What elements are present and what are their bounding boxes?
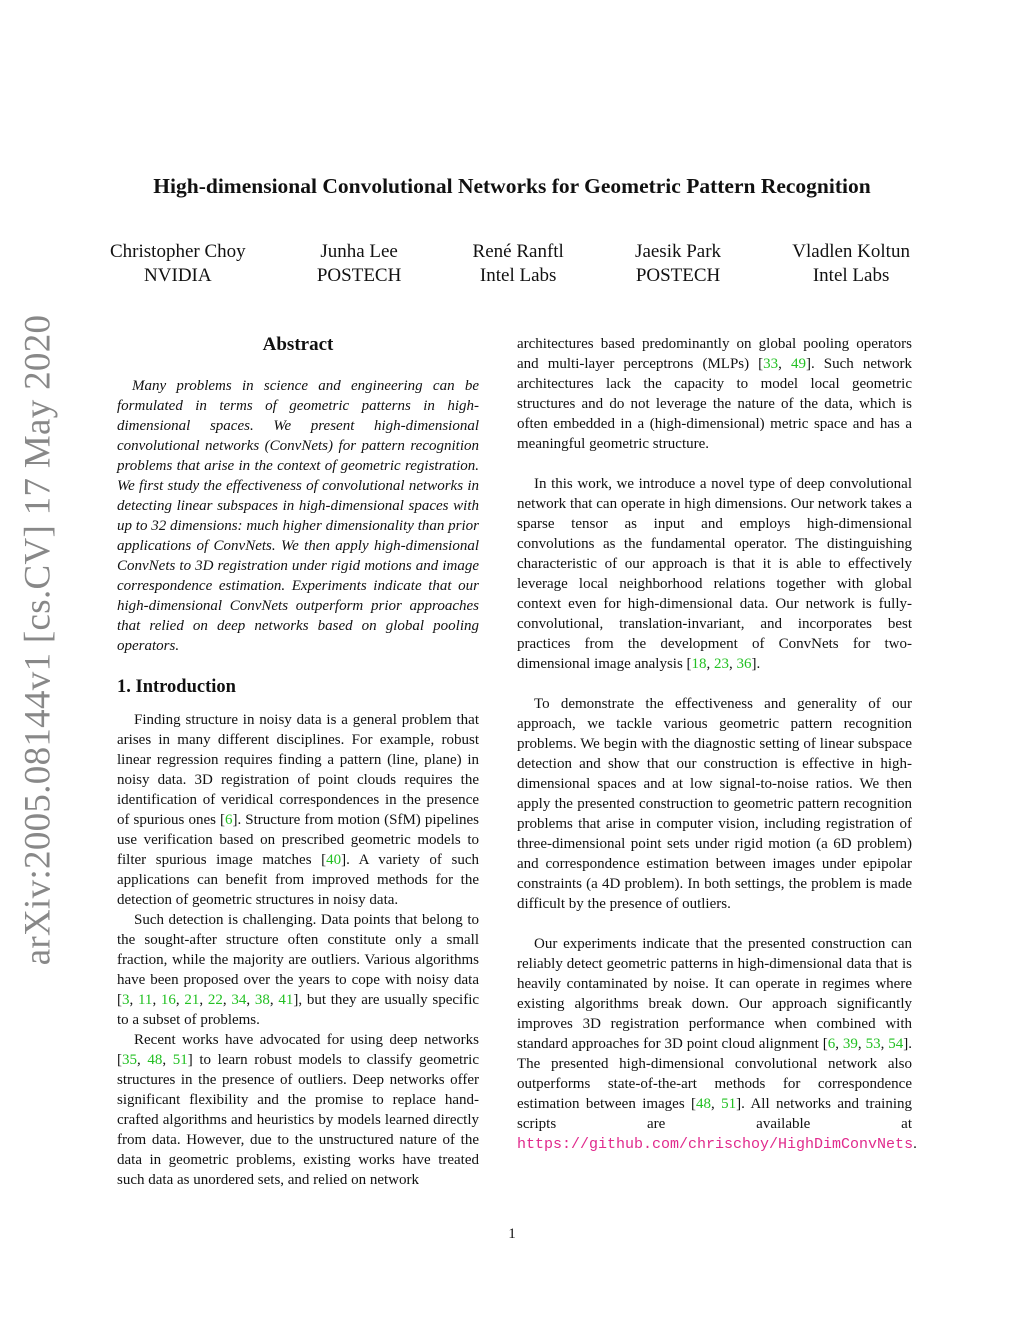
paper-title: High-dimensional Convolutional Networks for Geometric Pattern Recognition [153,174,871,198]
paragraph-text: architectures based predominantly on global pooling operators and multi-layer perceptrons (MLPs) [ [517,336,912,372]
author-block [473,240,564,288]
paragraph-text: ]. Such network architectures lack the capacity to model local geometric structures and do not leverage the nature of the data, which is often embedded in a (high-dimensional) metric space and has a meaningful geometric structure. [517,356,912,452]
citation-link[interactable]: 36 [736,656,752,672]
author-affiliation: Intel Labs [812,265,890,286]
paragraph-text: ]. The presented high-dimensional convolutional network also outperforms state-of-the-art methods for correspondence estimation between images [ [517,1036,913,1112]
citation-link[interactable]: 51 [721,1096,737,1112]
paragraph-text: ]. [751,656,761,672]
citation-link[interactable]: 48 [147,1052,163,1068]
github-url-link[interactable]: https://github.com/chrischoy/HighDimConvNets [517,1136,914,1153]
paragraph-text: ] to learn robust models to classify geometric structures in the presence of outliers. Deep networks offer significant flexibility and the promise to replace hand-crafted algorithms and heuristics by models learned directly from data. However, due to the unstructured nature of the data in geometric problems, existing works have treated such data as unordered sets, and relied on network [117,1052,480,1188]
author-block [317,240,401,288]
citation-link[interactable]: 22 [207,992,223,1008]
citation-link[interactable]: 35 [122,1052,137,1068]
citation-link[interactable]: 34 [231,992,247,1008]
author-name: Jaesik Park [635,241,722,262]
citation-link[interactable]: 54 [888,1036,904,1052]
intro-paragraph-1 [117,710,479,910]
author-list [110,240,910,288]
introduction-heading: 1. Introduction [117,677,236,697]
arxiv-sidebar-stamp [6,314,70,966]
citation-link[interactable]: 53 [865,1036,881,1052]
citation-link[interactable]: 16 [160,992,176,1008]
left-column [117,334,479,1190]
author-block [635,240,721,288]
author-block [792,240,910,288]
paragraph-text: ]. Structure from motion (SfM) pipelines use verification based on prescribed geometric models to filter spurious image matches [ [117,812,479,868]
citation-link[interactable]: 11 [137,992,153,1008]
author-block [110,240,246,288]
paragraph-text: ]. All networks and training scripts are available at [517,1096,913,1132]
author-affiliation: Intel Labs [479,265,557,286]
paragraph-text: . [913,1136,917,1152]
paragraph-text: Recent works have advocated for using deep networks [ [117,1032,479,1068]
citation-link[interactable]: 33 [763,356,779,372]
author-name: Junha Lee [320,241,398,262]
right-column [517,334,917,1155]
right-paragraph-3: To demonstrate the effectiveness and generality of our approach, we tackle various geometric pattern recognition problems. We begin with the diagnostic setting of linear subspace detection and show that our construction is effective in high-dimensional spaces and at low signal-to-noise ratios. We then apply the presented construction to geometric pattern recognition problems that arise in computer vision, including registration of three-dimensional point sets under rigid motion (a 6D problem) and correspondence estimation between images under epipolar constraints (a 4D problem). In both settings, the problem is made difficult by the presence of outliers. [517,696,912,912]
right-paragraph-1: architectures based predominantly on global pooling operators and multi-layer perceptrons (MLPs) [33, 49]. Such network architectures lack the capacity to model local geometric structures and do not leverage the nature of the data, which is often embedded in a (high-dimensional) metric space and has a meaningful geometric structure. [517,336,912,452]
citation-link[interactable]: 3 [122,992,130,1008]
abstract-text: Many problems in science and engineering can be formulated in terms of geometric patterns in high-dimensional spaces. We present high-dimensional convolutional networks (ConvNets) for pattern recognition problems that arise in the context of geometric registration. We first study the effectiveness of convolutional networks in detecting linear subspaces in high-dimensional spaces with up to 32 dimensions: much higher dimensionality than prior applications of ConvNets. We then apply high-dimensional ConvNets to 3D registration under rigid motions and image correspondence estimation. Experiments indicate that our high-dimensional ConvNets outperform prior approaches that relied on deep networks based on global pooling operators. [117,378,479,654]
author-affiliation: NVIDIA [144,265,212,286]
author-name: René Ranftl [472,241,564,262]
author-name: Vladlen Koltun [792,241,910,262]
intro-paragraph-3: Recent works have advocated for using deep networks [35, 48, 51] to learn robust models to classify geometric structures in the presence of outliers. Deep networks offer significant flexibility and the promise to replace hand-crafted algorithms and heuristics by models learned directly from data. However, due to the unstructured nature of the data in geometric problems, existing works have treated such data as unordered sets, and relied on network [117,1032,480,1188]
citation-link[interactable]: 48 [696,1096,712,1112]
citation-link[interactable]: 40 [326,852,342,868]
paragraph-text: ]. A variety of such applications can benefit from improved methods for the detection of geometric structures in noisy data. [117,852,479,908]
citation-link[interactable]: 49 [790,356,806,372]
paragraph-text: In this work, we introduce a novel type of deep convolutional network that can operate in high dimensions. Our network takes a sparse tensor as input and employs high-dimensional convolutions as the fundamental operator. The distinguishing characteristic of our approach is that it is able to effectively leverage local neighborhood relations together with global context even for high-dimensional data. Our network is fully-convolutional, translation-invariant, and incorporates best practices from the development of ConvNets for two-dimensional image analysis [ [517,476,912,672]
citation-link[interactable]: 23 [714,656,730,672]
citation-link[interactable]: 41 [278,992,294,1008]
author-name: Christopher Choy [110,241,246,262]
citation-link[interactable]: 18 [691,656,707,672]
citation-link[interactable]: 38 [254,992,270,1008]
page-number: 1 [508,1226,516,1242]
citation-link[interactable]: 21 [184,992,200,1008]
intro-paragraph-2: Such detection is challenging. Data points that belong to the sought-after structure often constitute only a small fraction, while the majority are outliers. Various algorithms have been proposed over the years to cope with noisy data [3, 11, 16, 21, 22, 34, 38, 41], but they are usually specific to a subset of problems. [117,912,480,1028]
abstract-heading: Abstract [262,334,334,355]
paragraph-text: ], but they are usually specific to a subset of problems. [117,992,480,1028]
right-paragraph-2: In this work, we introduce a novel type of deep convolutional network that can operate in high dimensions. Our network takes a sparse tensor as input and employs high-dimensional convolutions as the fundamental operator. The distinguishing characteristic of our approach is that it is able to effectively leverage local neighborhood relations together with global context even for high-dimensional data. Our network is fully-convolutional, translation-invariant, and incorporates best practices from the development of ConvNets for two-dimensional image analysis [18, 23, 36]. [517,476,912,672]
paragraph-text: Such detection is challenging. Data points that belong to the sought-after structure often constitute only a small fraction, while the majority are outliers. Various algorithms have been proposed over the years to cope with noisy data [ [117,912,479,1008]
citation-link[interactable]: 51 [172,1052,188,1068]
right-paragraph-4: Our experiments indicate that the presented construction can reliably detect geometric patterns in high-dimensional data that is heavily contaminated by noise. It can operate in regimes where existing algorithms break down. Our approach significantly improves 3D registration performance when combined with standard approaches for 3D point cloud alignment [6, 39, 53, 54]. The presented high-dimensional convolutional network also outperforms state-of-the-art methods for correspondence estimation between images [48, 51]. All networks and training scripts are available at https://github.com/chrischoy/HighDimConvNets. [517,936,917,1153]
arxiv-identifier: arXiv:2005.08144v1 [cs.CV] 17 May 2020 [17,314,59,966]
paragraph-text: Our experiments indicate that the presented construction can reliably detect geometric patterns in high-dimensional data that is heavily contaminated by noise. It can operate in regimes where existing algorithms break down. Our approach significantly improves 3D registration performance when combined with standard approaches for 3D point cloud alignment [ [517,936,912,1052]
paragraph-text: Finding structure in noisy data is a general problem that arises in many different disciplines. For example, robust linear regression requires finding a pattern (line, plane) in noisy data. 3D registration of point clouds requires the identification of veridical correspondences in the presence of spurious ones [ [117,712,479,828]
author-affiliation: POSTECH [316,265,402,286]
citation-link[interactable]: 6 [225,812,233,828]
citation-link[interactable]: 6 [827,1036,836,1052]
author-affiliation: POSTECH [635,265,721,286]
citation-link[interactable]: 39 [842,1036,858,1052]
